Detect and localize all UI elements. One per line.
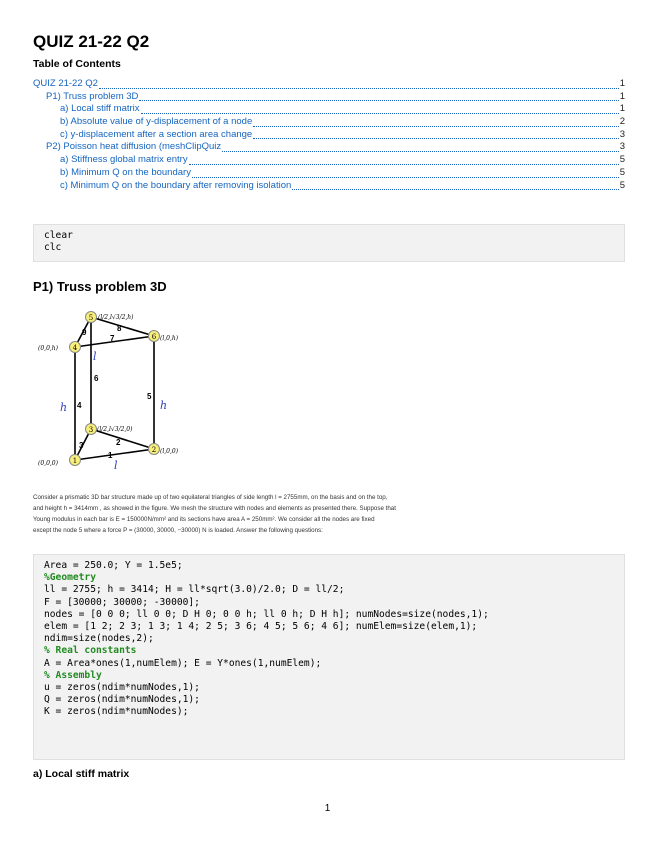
description-line: except the node 5 where a force P = (30000, 30000, −30000) N is loaded. Answer the following questions:: [33, 527, 323, 534]
description-line: Consider a prismatic 3D bar structure made up of two equilateral triangles of side length l = 2755mm, on the basis and on the top,: [33, 494, 388, 501]
element-9-label: 9: [82, 328, 87, 337]
element-5-label: 5: [147, 392, 152, 401]
toc-entry[interactable]: [33, 116, 625, 129]
toc-entry-label[interactable]: P2) Poisson heat diffusion (meshClipQuiz: [46, 141, 222, 153]
element-8-label: 8: [117, 324, 122, 333]
node-6-label: 6: [151, 333, 157, 341]
section-heading-p1: P1) Truss problem 3D: [33, 279, 167, 294]
coord-label-node-6: (l,0,h): [160, 335, 179, 342]
toc-entry[interactable]: [33, 154, 625, 167]
toc-entry-page: 5: [619, 166, 625, 178]
code-line: ndim=size(nodes,2);: [44, 633, 154, 645]
code-line: F = [30000; 30000; -30000];: [44, 596, 200, 608]
toc-heading: Table of Contents: [33, 58, 121, 70]
dimension-l-bottom: l: [114, 459, 118, 472]
code-block-setup: [33, 554, 625, 760]
subsection-heading-a: a) Local stiff matrix: [33, 768, 130, 780]
toc-entry[interactable]: [33, 167, 625, 180]
element-6-label: 6: [94, 374, 99, 383]
toc-leader-dots: [222, 151, 619, 152]
problem-description: [33, 492, 633, 536]
toc-entry[interactable]: [33, 103, 625, 116]
coord-label-node-2: (l,0,0): [160, 448, 179, 455]
toc-entry-label[interactable]: a) Local stiff matrix: [60, 103, 140, 115]
document-title: QUIZ 21-22 Q2: [33, 32, 150, 51]
toc-entry-label[interactable]: c) y-displacement after a section area change: [60, 128, 253, 140]
page-number: 1: [324, 803, 331, 814]
bar-element-7: [75, 336, 154, 347]
element-2-label: 2: [116, 438, 121, 447]
code-line: nodes = [0 0 0; ll 0 0; D H 0; 0 0 h; ll 0 h; D H h]; numNodes=size(nodes,1);: [44, 608, 489, 620]
table-of-contents: [33, 78, 625, 192]
toc-entry-page: 2: [619, 116, 625, 128]
toc-entry-label[interactable]: QUIZ 21-22 Q2: [33, 78, 98, 89]
toc-entry-label[interactable]: b) Absolute value of y-displacement of a node: [60, 116, 253, 128]
toc-entry-page: 5: [619, 179, 625, 191]
toc-entry-page: 1: [619, 78, 625, 89]
node-5-label: 5: [88, 314, 94, 322]
coord-label-node-4: (0,0,h): [38, 345, 58, 352]
code-line: Q = zeros(ndim*numNodes,1);: [44, 694, 200, 706]
toc-entry-page: 1: [619, 103, 625, 115]
toc-leader-dots: [192, 177, 619, 178]
code-line: K = zeros(ndim*numNodes);: [44, 706, 189, 718]
code-line: A = Area*ones(1,numElem); E = Y*ones(1,numElem);: [44, 657, 322, 669]
truss-figure: [38, 303, 208, 473]
toc-entry-label[interactable]: a) Stiffness global matrix entry: [60, 154, 188, 166]
code-line: clc: [44, 242, 62, 254]
node-1-label: 1: [72, 457, 78, 465]
description-line: and height h = 3414mm , as showed in the figure. We mesh the structure with nodes and elements as presented there. Suppose that: [33, 505, 396, 512]
dimension-h-right: h: [160, 399, 168, 412]
toc-leader-dots: [189, 164, 619, 165]
coord-label-node-5: (l/2,l√3/2,h): [98, 314, 134, 321]
element-1-label: 1: [108, 451, 113, 460]
node-4-label: 4: [72, 344, 78, 352]
code-line: u = zeros(ndim*numNodes,1);: [44, 681, 200, 693]
toc-entry-label[interactable]: P1) Truss problem 3D: [46, 90, 139, 102]
toc-entry[interactable]: [33, 180, 625, 193]
toc-entry-label[interactable]: c) Minimum Q on the boundary after removing isolation: [60, 179, 292, 191]
toc-leader-dots: [99, 88, 619, 89]
toc-leader-dots: [253, 126, 618, 127]
toc-entry[interactable]: [33, 78, 625, 91]
code-line: ll = 2755; h = 3414; H = ll*sqrt(3.0)/2.0; D = ll/2;: [44, 584, 345, 596]
coord-label-node-3: (l/2,l√3/2,0): [97, 426, 133, 433]
node-3-label: 3: [88, 426, 94, 434]
toc-leader-dots: [141, 113, 619, 114]
node-2-label: 2: [151, 446, 157, 454]
toc-leader-dots: [139, 100, 618, 101]
code-comment-line: %Geometry: [44, 572, 96, 584]
coord-label-node-1: (0,0,0): [38, 460, 58, 467]
toc-entry-label[interactable]: b) Minimum Q on the boundary: [60, 166, 191, 178]
code-line: clear: [44, 230, 73, 241]
toc-entry[interactable]: [33, 91, 625, 104]
code-block-clear: [33, 224, 625, 262]
element-4-label: 4: [77, 401, 82, 410]
toc-entry-page: 3: [619, 128, 625, 140]
toc-entry-page: 3: [619, 141, 625, 153]
toc-entry[interactable]: [33, 141, 625, 154]
toc-entry-page: 5: [619, 154, 625, 166]
code-line: elem = [1 2; 2 3; 1 3; 1 4; 2 5; 3 6; 4 5; 5 6; 4 6]; numElem=size(elem,1);: [44, 620, 478, 632]
toc-leader-dots: [253, 138, 618, 139]
dimension-l-top: l: [93, 350, 97, 363]
toc-entry-page: 1: [619, 90, 625, 102]
code-comment-line: % Assembly: [44, 669, 102, 681]
dimension-h-left: h: [60, 401, 68, 414]
toc-leader-dots: [292, 189, 618, 190]
code-line: Area = 250.0; Y = 1.5e5;: [44, 560, 183, 571]
toc-entry[interactable]: [33, 129, 625, 142]
element-7-label: 7: [110, 334, 115, 343]
description-line: Young modulus in each bar is E = 150000N/mm² and its sections have area A = 250mm². We consider all the nodes are fixed: [33, 516, 375, 523]
element-3-label: 3: [79, 441, 84, 450]
code-comment-line: % Real constants: [44, 645, 137, 657]
